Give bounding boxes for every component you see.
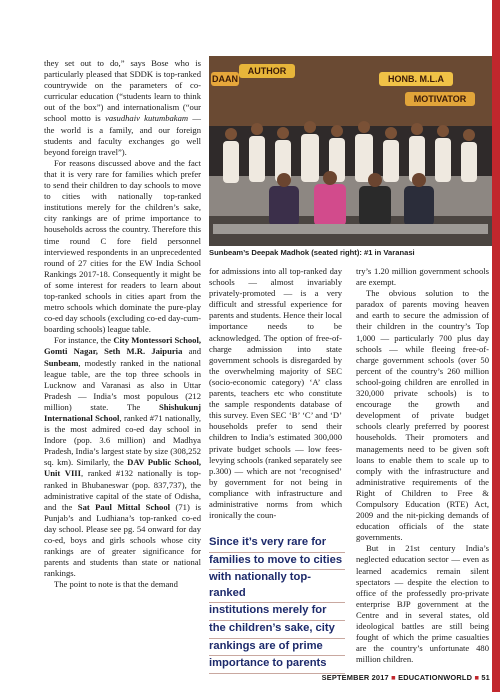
- page-footer: [296, 673, 490, 682]
- pull-quote: [209, 535, 345, 674]
- photo-caption: Sunbeam’s Deepak Madhok (seated right): #1 in Varanasi: [209, 248, 415, 257]
- pull-quote-line: rankings are of prime: [209, 639, 345, 657]
- paragraph: they set out to do,” says Bose who is particularly pleased that SDDK is top-ranked countrywide on the parameters of co-curricular education (“students learn to think out of the box”) and internationalism (“our school motto is vasudhaiv kutumbakam — the world is a family, and our foreign students and faculty exchanges go well beyond foreign travel”).: [44, 58, 201, 157]
- page-number: 51: [481, 673, 490, 682]
- footer-month: SEPTEMBER 2017: [321, 673, 389, 682]
- photo-banner-mla: HONB. M.L.A: [379, 72, 453, 86]
- paragraph: for admissions into all top-ranked day schools — almost invariably privately-promoted — is a very difficult and stressful experience for parents and students. Hence their local importance needs to be acknowledged. The option of free-of-charge admission into state government schools is disregarded by the overwhelming majority of SEC (socio-economic category) ‘A’ class parents, teachers etc who constitute the sample respondents database of this survey. Even SEC ‘B’ ‘C’ and ‘D’ households prefer to send their children to India’s estimated 300,000 private budget schools — low fees-levying schools (ranked separately see p.300) — which are not ‘recognised’ by government for not being in compliance with infrastructure and administrative norms from which ironically the coun-: [209, 266, 342, 521]
- photo-banner-author: AUTHOR: [239, 64, 295, 78]
- pull-quote-line: Since it’s very rare for: [209, 535, 345, 553]
- footer-separator-icon: ■: [391, 673, 396, 682]
- pull-quote-line: importance to parents: [209, 656, 345, 674]
- paragraph: For reasons discussed above and the fact that it is very rare for families which prefer to send their children to day schools to move to cities with nationally top-ranked institutions merely for the children’s sake, city rankings are of prime importance to households across the country. Therefore this time round C fore field personnel interviewed respondents in an unprecedented round of 27 cities for the EW India School Rankings 2017-18. Consequently it might be of some interest for readers to learn about top-ranked schools in cities apart from the metro schools which dominate the pure-play co-ed day schools (excluding co-ed day-cum-boarding schools) league table.: [44, 157, 201, 335]
- pull-quote-line: with nationally top-ranked: [209, 570, 345, 603]
- pull-quote-line: institutions merely for: [209, 603, 345, 621]
- photo-banner-motivator: MOTIVATOR: [405, 92, 475, 106]
- pull-quote-line: the children’s sake, city: [209, 621, 345, 639]
- paragraph: For instance, the City Montessori School, Gomti Nagar, Seth M.R. Jaipuria and Sunbeam, modestly ranked in the national league table, are the top three schools in Lucknow and Varanasi as also in Uttar Pradesh — India’s most populous (212 million) state. The Shishukunj International School, ranked #71 nationally, is the most admired co-ed day school in Indore (pop. 3.6 million) and Madhya Pradesh, India’s largest state by size (308,252 sq. km). Similarly, the DAV Public School, Unit VIII, ranked #132 nationally is top-ranked in Bhubaneswar (pop. 837,737), the administrative capital of the state of Odisha, and the Sat Paul Mittal School (71) is Punjab’s and Ludhiana’s top-ranked co-ed day school. Please see pg. 54 onward for day co-ed, boys and girls schools whose city rankings are of greater significance for parents and students than state or national rankings.: [44, 335, 202, 579]
- article-column-3: [356, 266, 489, 665]
- paragraph: try’s 1.20 million government schools are exempt.: [356, 266, 489, 288]
- paragraph: But in 21st century India’s neglected education sector — even as learned academics remain silent spectators — despite the election to office of the professedly pro-private enterprise BJP government at the Centre and in several states, old ideological battles are still being fought of which the prime casualties are the country’s unfortunate 480 million children.: [356, 543, 489, 665]
- paragraph: The obvious solution to the paradox of parents moving heaven and earth to secure the admission of their children in the country’s Top 1,000 — particularly 700 plus day schools — while fleeing free-of-charge government schools (over 50 percent of the country’s 260 million school-going children are enrolled in 320,000 private schools) is to encourage the growth and development of private budget schools clearly preferred by poorest households. Their promoters and managements need to be given soft loans to enable them to scale up to comply with the infrastructure and administrative requirements of the Right of Children to Free & Compulsory Education (RTE) Act, 2009 and the nit-picking demands of education officials of the state governments.: [356, 288, 489, 543]
- page-edge-bar: [492, 0, 500, 692]
- article-column-1: [44, 58, 201, 591]
- pull-quote-line: families to move to cities: [209, 553, 345, 571]
- event-photo: [209, 56, 492, 246]
- article-column-2: [209, 266, 342, 521]
- paragraph: The point to note is that the demand: [54, 579, 178, 590]
- photo-banner-daan: DAAN: [212, 74, 238, 84]
- footer-separator-icon: ■: [474, 673, 480, 682]
- footer-magazine: EDUCATIONWORLD: [398, 673, 473, 682]
